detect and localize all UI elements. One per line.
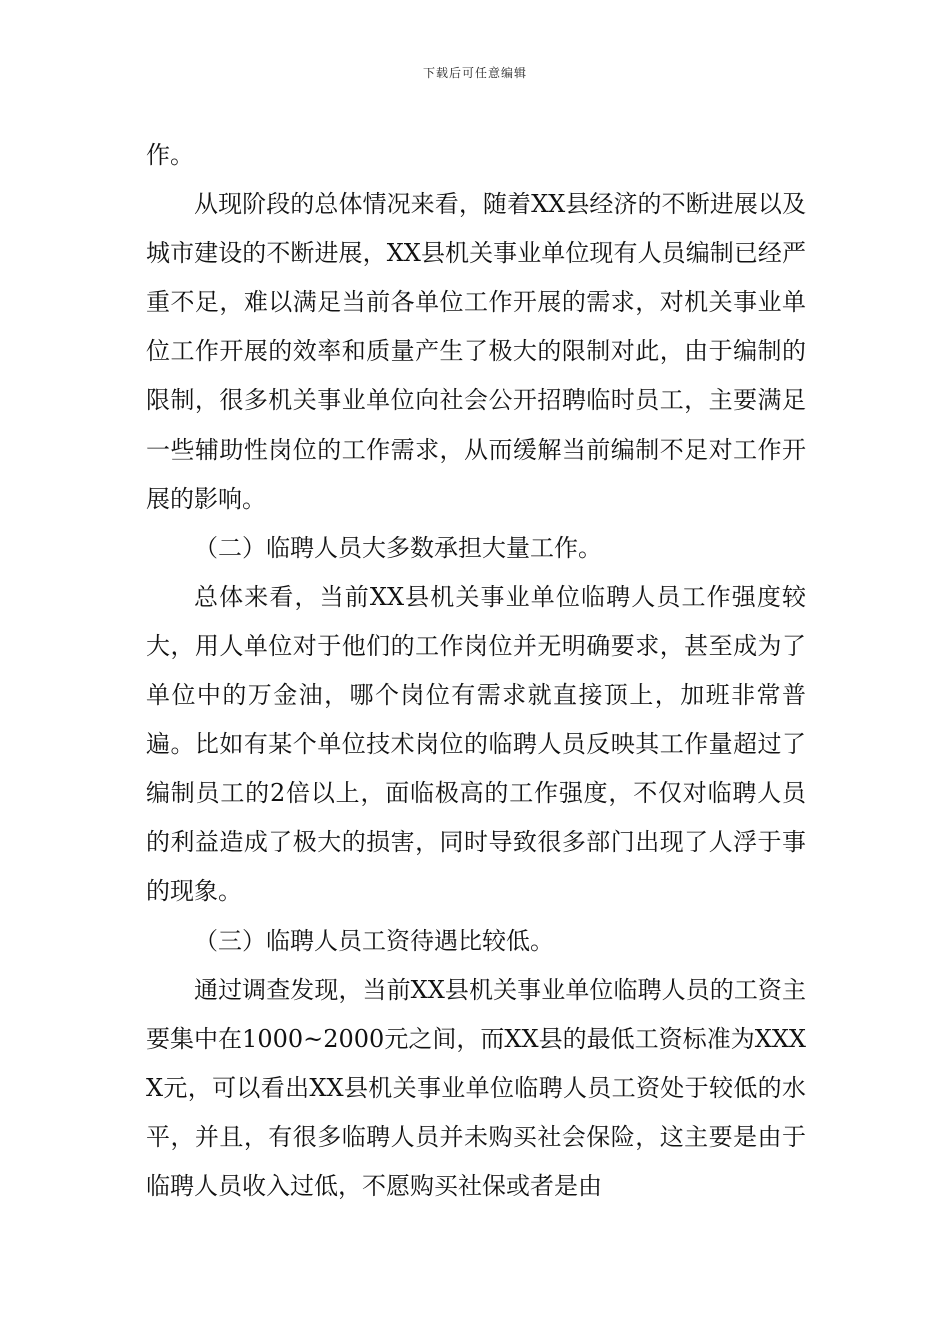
paragraph-current-situation: 从现阶段的总体情况来看，随着XX县经济的不断进展以及城市建设的不断进展，XX县机关事业单位现有人员编制已经严重不足，难以满足当前各单位工作开展的需求，对机关事业单位工作开展的效率和质量产生了极大的限制对此，由于编制的限制，很多机关事业单位向社会公开招聘临时员工，主要满足一些辅助性岗位的工作需求，从而缓解当前编制不足对工作开展的影响。 <box>146 190 806 513</box>
document-body <box>146 131 806 1211</box>
paragraph-continuation: 作。 <box>146 141 194 169</box>
page-header: 下载后可任意编辑 <box>422 66 527 80</box>
section-heading-2: （二）临聘人员大多数承担大量工作。 <box>194 533 602 562</box>
paragraph-wages: 通过调查发现，当前XX县机关事业单位临聘人员的工资主要集中在1000~2000元之间，而XX县的最低工资标准为XXXX元，可以看出XX县机关事业单位临聘人员工资处于较低的水平，并且，有很多临聘人员并未购买社会保险，这主要是由于临聘人员收入过低，不愿购买社保或者是由 <box>146 975 806 1200</box>
paragraph-workload: 总体来看，当前XX县机关事业单位临聘人员工作强度较大，用人单位对于他们的工作岗位并无明确要求，甚至成为了单位中的万金油，哪个岗位有需求就直接顶上，加班非常普遍。比如有某个单位技术岗位的临聘人员反映其工作量超过了编制员工的2倍以上，面临极高的工作强度，不仅对临聘人员的利益造成了极大的损害，同时导致很多部门出现了人浮于事的现象。 <box>146 582 806 906</box>
section-heading-3: （三）临聘人员工资待遇比较低。 <box>194 926 554 955</box>
